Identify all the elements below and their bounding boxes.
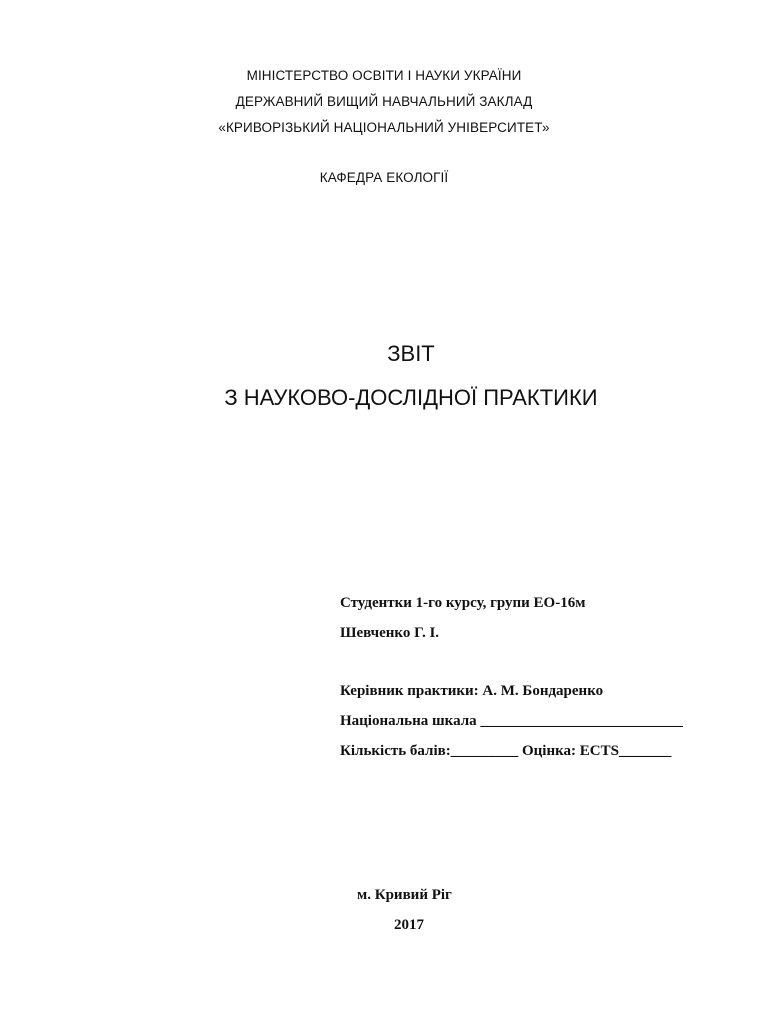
supervisor-line: Керівник практики: А. М. Бондаренко bbox=[340, 683, 604, 699]
national-scale-line: Національна шкала ___________________________ bbox=[340, 713, 683, 729]
year-line: 2017 bbox=[394, 917, 424, 933]
ministry-line: МІНІСТЕРСТВО ОСВІТИ І НАУКИ УКРАЇНИ bbox=[246, 68, 522, 83]
report-subtitle: З НАУКОВО-ДОСЛІДНОЇ ПРАКТИКИ bbox=[224, 385, 598, 410]
department-line: КАФЕДРА ЕКОЛОГІЇ bbox=[319, 170, 449, 185]
city-line: м. Кривий Ріг bbox=[357, 887, 452, 903]
student-name: Шевченко Г. І. bbox=[340, 625, 440, 641]
points-grade-line: Кількість балів:_________ Оцінка: ECTS_______ bbox=[340, 743, 672, 759]
university-line: «КРИВОРІЗЬКИЙ НАЦІОНАЛЬНИЙ УНІВЕРСИТЕТ» bbox=[218, 120, 550, 135]
student-course-group: Студентки 1-го курсу, групи ЕО-16м bbox=[340, 595, 586, 611]
report-title: ЗВІТ bbox=[387, 341, 435, 366]
institution-type-line: ДЕРЖАВНИЙ ВИЩИЙ НАВЧАЛЬНИЙ ЗАКЛАД bbox=[235, 94, 533, 109]
